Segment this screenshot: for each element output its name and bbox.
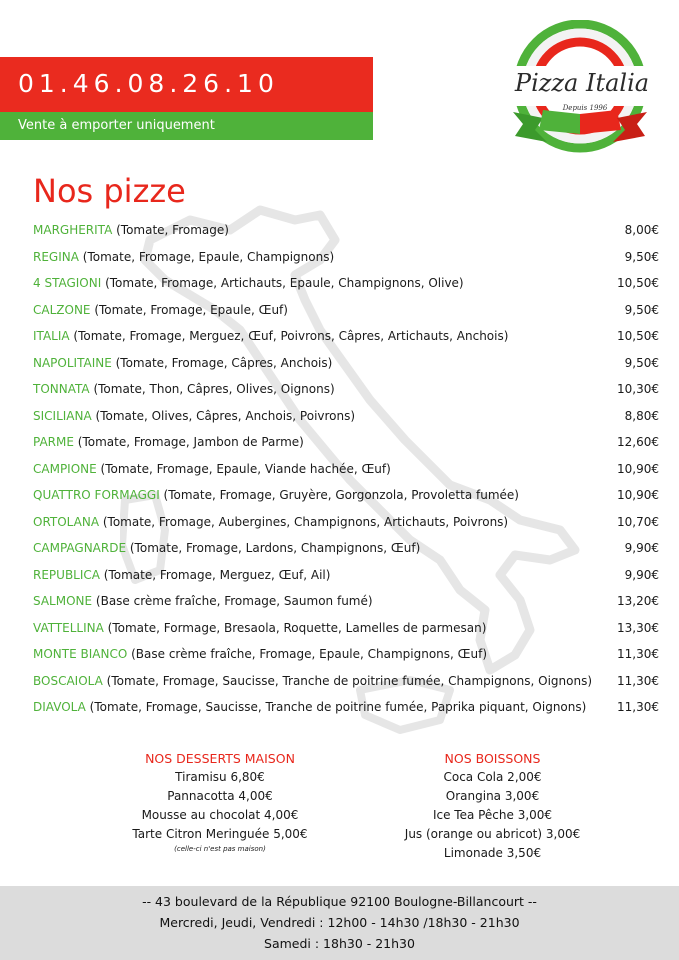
pizza-ingredients: (Tomate, Fromage) [112,223,229,237]
pizza-row [0,326,679,348]
pizza-price: 9,50€ [624,249,659,264]
pizza-row [0,538,679,560]
pizza-italia-logo [495,20,665,155]
pizza-row [0,459,679,481]
pizza-ingredients: (Tomate, Fromage, Merguez, Œuf, Ail) [99,567,331,582]
pizza-ingredients: (Tomate, Olives, Câpres, Anchois, Poivrons) [91,408,356,423]
pizza-name: DIAVOLA [33,700,86,714]
pizza-ingredients: (Base crème fraîche, Fromage, Epaule, Champignons, Œuf) [127,647,488,661]
drinks-section [385,750,600,863]
pizza-name: SALMONE [33,594,93,608]
tagline-banner [0,112,373,140]
pizza-price: 11,30€ [617,700,659,714]
footer-address: -- 43 boulevard de la République 92100 Boulogne-Billancourt -- [142,894,537,909]
drink-item: Jus (orange ou abricot) 3,00€ [404,827,581,841]
dessert-item: Pannacotta 4,00€ [167,789,273,803]
drink-item: Coca Cola 2,00€ [443,770,542,784]
phone-number[interactable]: 01.46.08.26.10 [18,69,279,98]
pizza-price: 10,90€ [617,488,659,502]
pizza-name: PARME [33,435,74,449]
drinks-title: NOS BOISSONS [444,751,541,766]
pizza-name: SICILIANA [33,408,92,423]
pizza-ingredients: (Tomate, Fromage, Merguez, Œuf, Poivrons, Câpres, Artichauts, Anchois) [69,329,509,343]
pizza-price: 9,50€ [624,355,659,370]
pizza-ingredients: (Tomate, Fromage, Epaule, Œuf) [90,302,288,317]
pizza-row [0,247,679,269]
drink-item: Ice Tea Pêche 3,00€ [432,808,553,822]
logo-subtitle: Depuis 1996 [562,104,608,112]
pizza-price: 12,60€ [617,435,659,449]
pizza-name: REPUBLICA [33,567,100,582]
pizza-row [0,671,679,693]
pizza-name: CALZONE [33,302,91,317]
pizza-row [0,300,679,322]
desserts-section [100,750,340,854]
pizza-row [0,432,679,454]
pizza-price: 10,90€ [617,461,659,476]
pizza-price: 10,30€ [617,382,659,396]
phone-banner [0,57,373,112]
pizza-row [0,273,679,295]
pizza-name: MARGHERITA [33,223,113,237]
desserts-title: NOS DESSERTS MAISON [145,751,295,766]
footer-hours-week: Mercredi, Jeudi, Vendredi : 12h00 - 14h30 /18h30 - 21h30 [159,915,520,930]
pizza-name: TONNATA [33,382,90,396]
pizza-row [0,485,679,507]
pizza-price: 8,80€ [624,408,659,423]
pizza-price: 13,30€ [617,620,659,635]
drink-item: Limonade 3,50€ [443,846,542,860]
pizza-row [0,379,679,401]
pizza-ingredients: (Tomate, Thon, Câpres, Olives, Oignons) [89,382,335,396]
logo-title: Pizza Italia [514,69,650,97]
pizza-price: 9,90€ [624,541,659,555]
pizza-ingredients: (Tomate, Fromage, Epaule, Viande hachée, Œuf) [96,461,391,476]
pizza-price: 11,30€ [617,647,659,661]
pizza-ingredients: (Tomate, Fromage, Câpres, Anchois) [111,355,333,370]
pizza-row [0,618,679,640]
pizza-ingredients: (Tomate, Fromage, Gruyère, Gorgonzola, Provoletta fumée) [159,488,519,502]
pizza-price: 9,50€ [624,302,659,317]
pizza-row [0,353,679,375]
pizza-name: REGINA [33,249,79,264]
pizza-row [0,565,679,587]
pizza-ingredients: (Tomate, Fromage, Epaule, Champignons) [78,249,335,264]
pizza-ingredients: (Tomate, Formage, Bresaola, Roquette, Lamelles de parmesan) [103,620,487,635]
pizza-price: 13,20€ [617,594,659,608]
pizza-row [0,220,679,242]
pizza-name: ITALIA [33,329,70,343]
pizza-ingredients: (Tomate, Fromage, Saucisse, Tranche de poitrine fumée, Paprika piquant, Oignons) [85,700,587,714]
pizza-name: ORTOLANA [33,514,100,529]
pizza-row [0,697,679,719]
pizza-ingredients: (Tomate, Fromage, Aubergines, Champignons, Artichauts, Poivrons) [99,514,509,529]
pizza-row [0,406,679,428]
pizza-ingredients: (Tomate, Fromage, Artichauts, Epaule, Champignons, Olive) [101,276,464,290]
pizza-name: 4 STAGIONI [33,276,102,290]
pizza-ingredients: (Base crème fraîche, Fromage, Saumon fumé) [92,594,373,608]
pizza-row [0,512,679,534]
pizza-name: CAMPIONE [33,461,97,476]
dessert-item: Mousse au chocolat 4,00€ [141,808,299,822]
pizza-price: 10,50€ [617,276,659,290]
pizza-name: QUATTRO FORMAGGI [33,488,160,502]
pizza-name: NAPOLITAINE [33,355,112,370]
pizza-name: BOSCAIOLA [33,673,103,688]
pizza-row [0,591,679,613]
pizza-price: 9,90€ [624,567,659,582]
pizza-name: MONTE BIANCO [33,647,128,661]
dessert-item: Tarte Citron Meringuée 5,00€ [132,827,308,841]
pizza-price: 8,00€ [624,223,659,237]
dessert-note: (celle-ci n'est pas maison) [174,845,266,853]
pizza-section-title: Nos pizze [33,172,186,210]
takeaway-tagline: Vente à emporter uniquement [18,118,215,133]
drink-item: Orangina 3,00€ [445,789,540,803]
pizza-price: 11,30€ [617,673,659,688]
pizza-ingredients: (Tomate, Fromage, Saucisse, Tranche de poitrine fumée, Champignons, Oignons) [102,673,593,688]
dessert-item: Tiramisu 6,80€ [175,770,265,784]
pizza-ingredients: (Tomate, Fromage, Jambon de Parme) [73,435,304,449]
pizza-name: VATTELLINA [33,620,104,635]
footer [0,886,679,960]
pizza-row [0,644,679,666]
pizza-ingredients: (Tomate, Fromage, Lardons, Champignons, Œuf) [126,541,421,555]
footer-hours-saturday: Samedi : 18h30 - 21h30 [264,936,415,951]
pizza-price: 10,70€ [617,514,659,529]
pizza-name: CAMPAGNARDE [33,541,127,555]
pizza-price: 10,50€ [617,329,659,343]
